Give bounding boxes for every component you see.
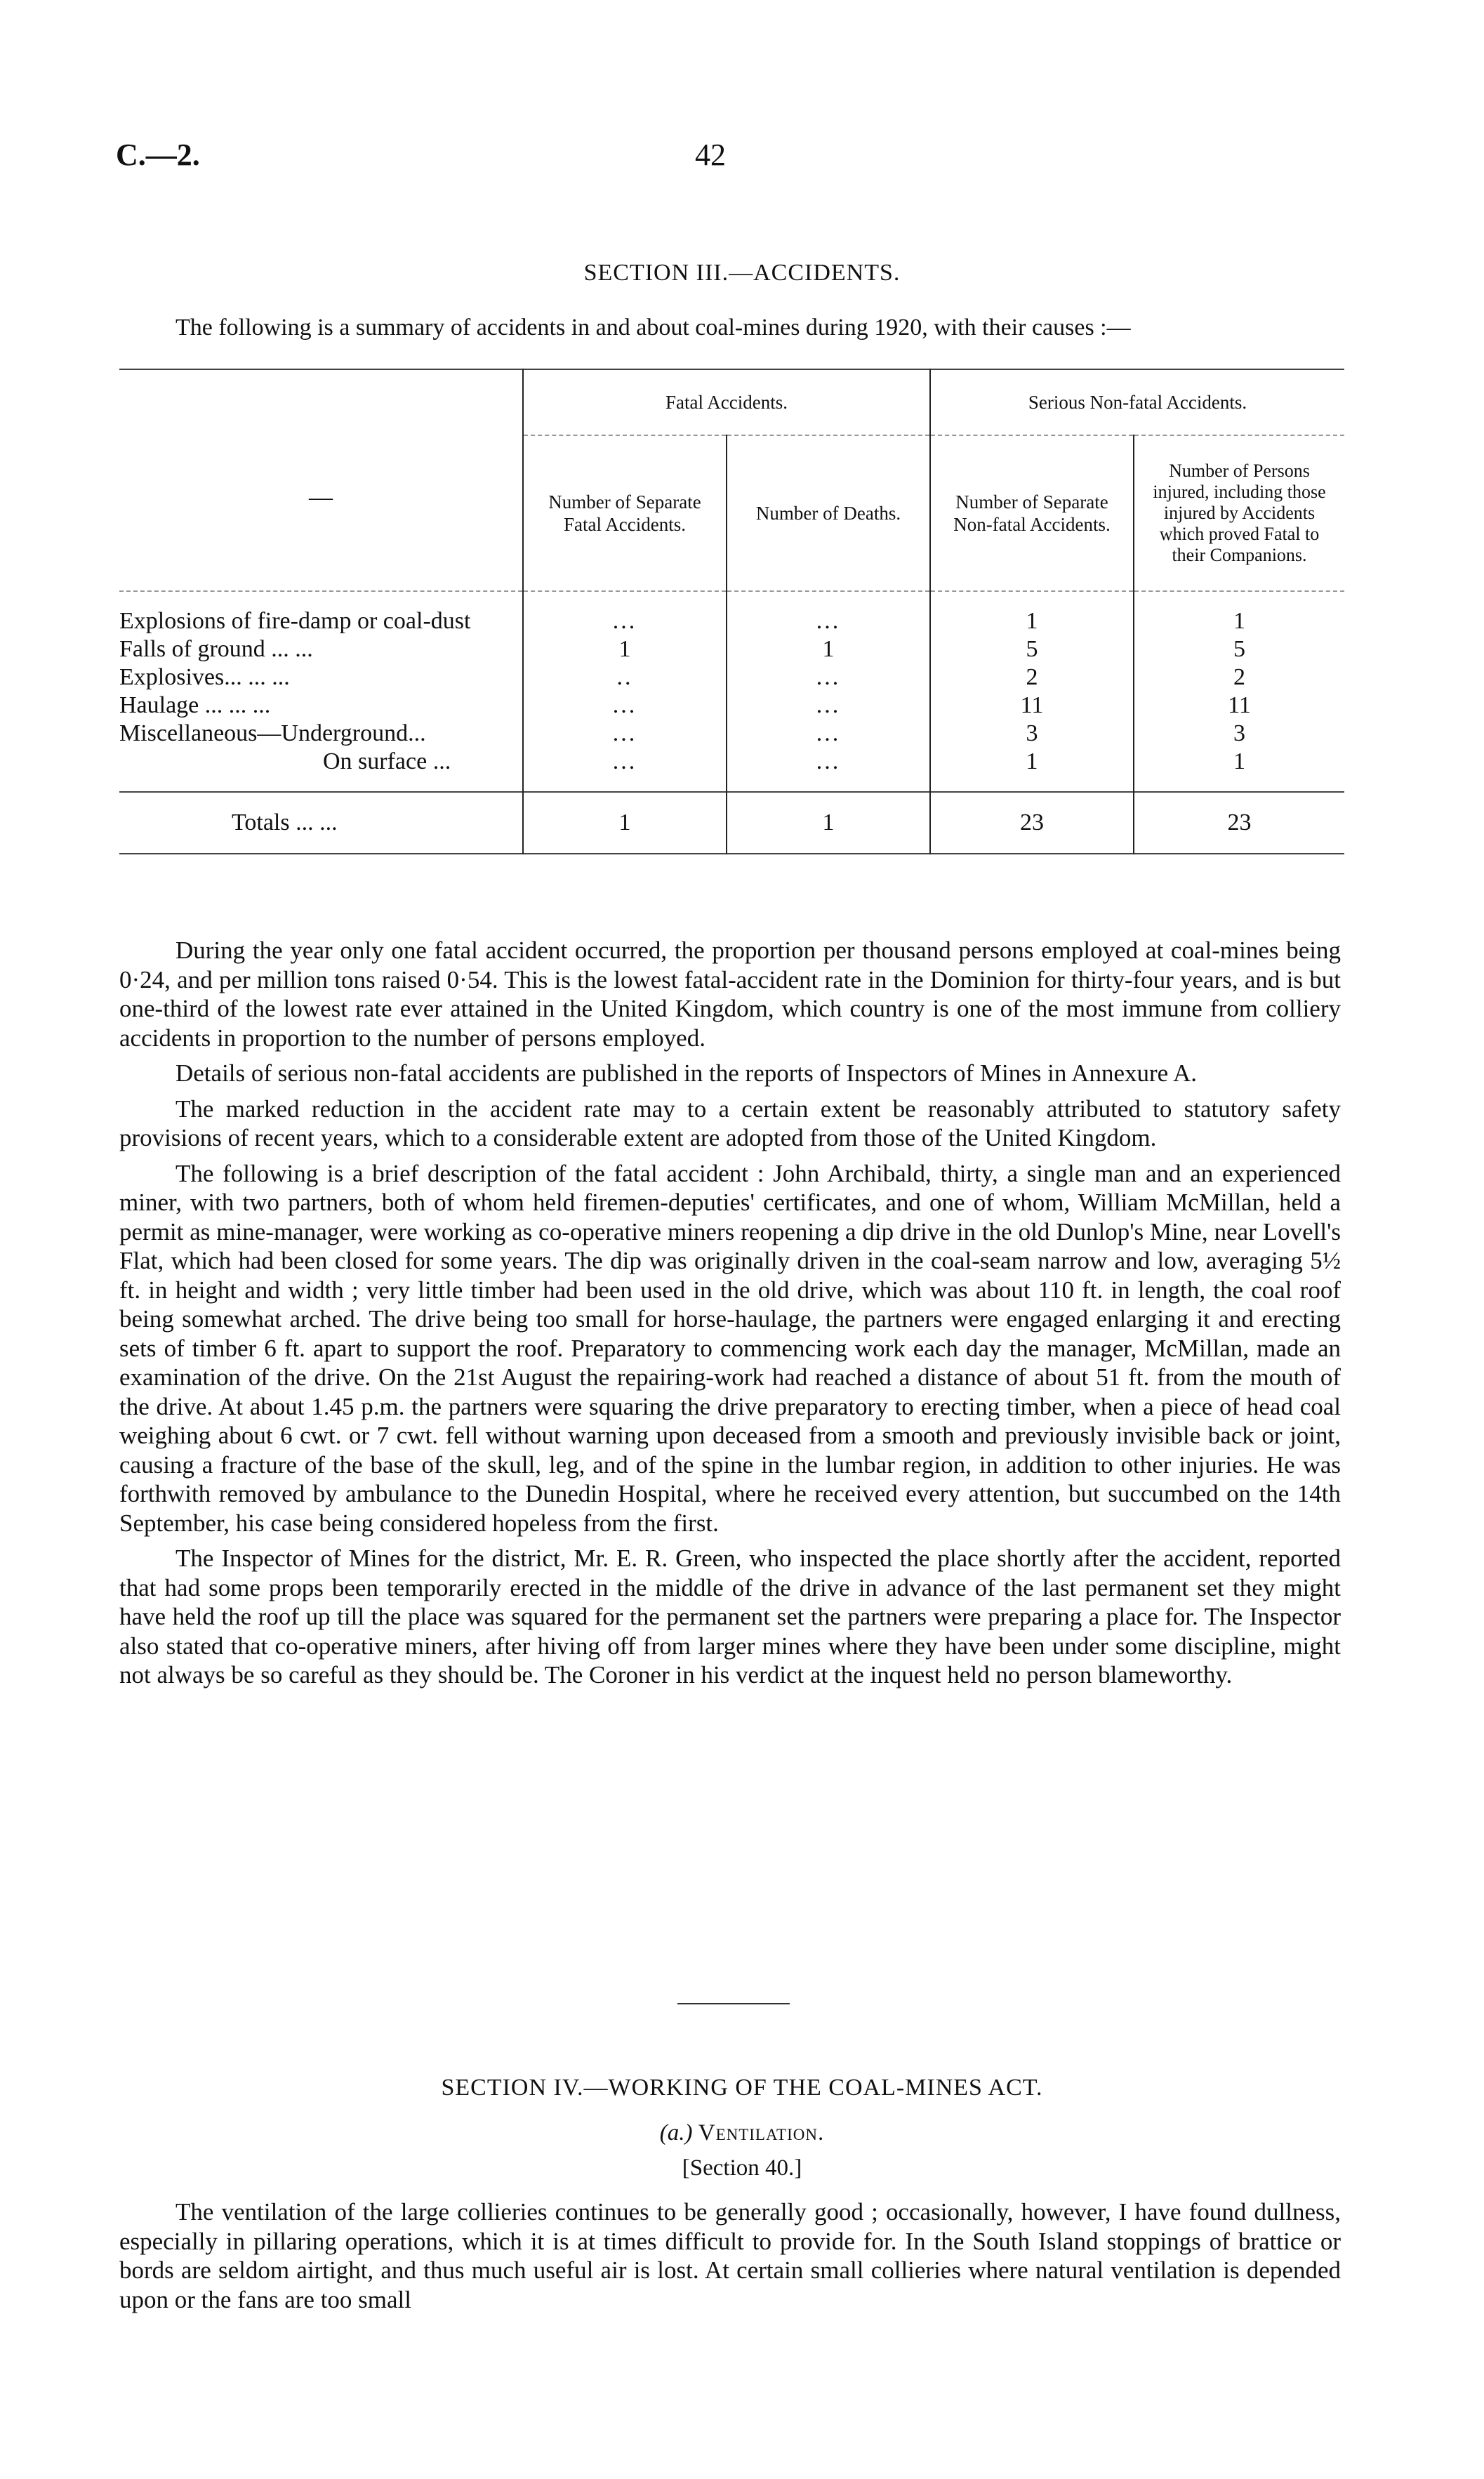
cell: 1: [1134, 748, 1344, 792]
row-label: Explosives... ... ...: [119, 664, 290, 690]
cell: ...: [727, 663, 930, 692]
totals-cell: 23: [1134, 792, 1344, 854]
cell: 11: [1134, 692, 1344, 720]
section-reference: [Section 40.]: [682, 2155, 802, 2181]
document-reference: C.—2.: [116, 138, 200, 172]
table-row: [119, 635, 1344, 663]
paragraph-reduction: The marked reduction in the accident rate may to a certain extent be reasonably attributed to statutory safety provisions of recent years, which to a considerable extent are adopted from those of the United Kingdom.: [119, 1095, 1341, 1151]
cell: 1: [930, 591, 1134, 635]
cell: ..: [523, 663, 727, 692]
paragraph-fatal-description: The following is a brief description of the fatal accident : John Archibald, thirty, a single man and an experienced miner, with two partners, both of whom held firemen-deputies' certificates, and one of whom, William McMillan, held a permit as mine-manager, were working as co-operative miners reopening a dip drive in the old Dunlop's Mine, near Lovell's Flat, which had been closed for some years. The dip was originally driven in the coal-seam narrow and low, averaging 5½ ft. in height and width ; very little timber had been used in the old drive, which was about 110 ft. in length, the coal roof being somewhat arched. The drive being too small for horse-haulage, the partners were engaged enlarging it and erecting sets of timber 6 ft. apart to support the roof. Preparatory to commencing work each day the manager, McMillan, made an examination of the drive. On the 21st August the repairing-work had reached a distance of about 51 ft. from the mouth of the drive. At about 1.45 p.m. the partners were squaring the drive preparatory to erecting timber, when a piece of head coal weighing about 6 cwt. or 7 cwt. fell without warning upon deceased from a smooth and previously invisible back or joint, causing a fracture of the base of the skull, leg, and of the spine in the lumbar region, in addition to other injuries. He was forthwith removed by ambulance to the Dunedin Hospital, where he received every attention, but succumbed on the 14th September, his case being considered hopeless from the first.: [119, 1159, 1341, 1537]
cell: 2: [1134, 663, 1344, 692]
table-stub-dash: —: [309, 484, 333, 510]
cell: ...: [523, 748, 727, 792]
col-number-of-deaths: Number of Deaths.: [727, 435, 930, 591]
paragraph-inspector-report: The Inspector of Mines for the district, Mr. E. R. Green, who inspected the place shortly after the accident, reported that had some props been temporarily erected in the middle of the drive in advance of the last permanent set they might have held the roof up till the place was squared for the permanent set the partners were preparing a place for. The Inspector also stated that co-operative miners, after hiving off from larger mines where they have been under some discipline, might not always be so careful as they should be. The Coroner in his verdict at the inquest held no person blameworthy.: [119, 1545, 1341, 1688]
row-label: Miscellaneous—Underground...: [119, 720, 426, 746]
section-3-title: SECTION III.—ACCIDENTS.: [583, 260, 901, 286]
cell: 1: [930, 748, 1134, 792]
col-persons-injured: Number of Persons injured, including those injured by Accidents which proved Fatal to their Companions.: [1134, 435, 1344, 591]
section-3-intro: The following is a summary of accidents in and about coal-mines during 1920, with their causes :—: [175, 315, 1131, 341]
row-label: Explosions of fire-damp or coal-dust: [119, 608, 471, 634]
cell: 3: [1134, 720, 1344, 748]
ventilation-subtitle: [0, 2120, 1484, 2146]
table-row: [119, 663, 1344, 692]
cell: ...: [727, 591, 930, 635]
totals-cell: 1: [523, 792, 727, 854]
cell: ...: [727, 748, 930, 792]
cell: 1: [1134, 591, 1344, 635]
cell: 1: [727, 635, 930, 663]
accidents-summary-table: [119, 369, 1344, 856]
table-row: [119, 692, 1344, 720]
cell: 5: [1134, 635, 1344, 663]
table-row: [119, 720, 1344, 748]
cell: ...: [727, 692, 930, 720]
subtitle-prefix: (a.): [659, 2120, 693, 2146]
section-3-body: [119, 936, 1341, 1696]
cell: 5: [930, 635, 1134, 663]
totals-cell: 23: [930, 792, 1134, 854]
fatal-accidents-group-header: Fatal Accidents.: [523, 369, 930, 435]
table-bottom-rule: [119, 854, 1344, 856]
row-label: Falls of ground ... ...: [119, 636, 313, 662]
cell: ...: [727, 720, 930, 748]
paragraph-fatal-rate: During the year only one fatal accident occurred, the proportion per thousand persons employed at coal-mines being 0·24, and per million tons raised 0·54. This is the lowest fatal-accident rate in the Dominion for thirty-four years, and is but one-third of the lowest rate ever attained in the United Kingdom, which country is one of the most immune from colliery accidents in proportion to the number of persons employed.: [119, 937, 1341, 1052]
table-row: [119, 591, 1344, 635]
cell: 2: [930, 663, 1134, 692]
cell: ...: [523, 692, 727, 720]
cell: 3: [930, 720, 1134, 748]
nonfatal-accidents-group-header: Serious Non-fatal Accidents.: [930, 369, 1344, 435]
totals-label: Totals ... ...: [232, 809, 338, 835]
table-row: [119, 748, 1344, 792]
totals-cell: 1: [727, 792, 930, 854]
subtitle-text: Ventilation.: [698, 2120, 825, 2146]
cell: ...: [523, 720, 727, 748]
page-number: 42: [695, 138, 726, 172]
section-4-body: [119, 2197, 1341, 2320]
col-separate-nonfatal-accidents: Number of Separate Non-fatal Accidents.: [930, 435, 1134, 591]
table-totals-row: [119, 792, 1344, 854]
row-label: Haulage ... ... ...: [119, 692, 271, 718]
col-separate-fatal-accidents: Number of Separate Fatal Accidents.: [523, 435, 727, 591]
paragraph-annexure: Details of serious non-fatal accidents are published in the reports of Inspectors of Mines in Annexure A.: [175, 1059, 1198, 1087]
row-label: On surface ...: [323, 748, 451, 774]
paragraph-ventilation: The ventilation of the large collieries continues to be generally good ; occasionally, however, I have found dullness, especially in pillaring operations, which it is at times difficult to provide for. In the South Island stoppings of brattice or bords are seldom airtight, and thus much useful air is lost. At certain small collieries where natural ventilation is depended upon or the fans are too small: [119, 2198, 1341, 2313]
table-group-header-row: [119, 369, 1344, 435]
cell: ...: [523, 591, 727, 635]
section-4-title: SECTION IV.—WORKING OF THE COAL-MINES ACT.: [441, 2075, 1043, 2101]
section-divider: [677, 2003, 790, 2004]
cell: 1: [523, 635, 727, 663]
cell: 11: [930, 692, 1134, 720]
